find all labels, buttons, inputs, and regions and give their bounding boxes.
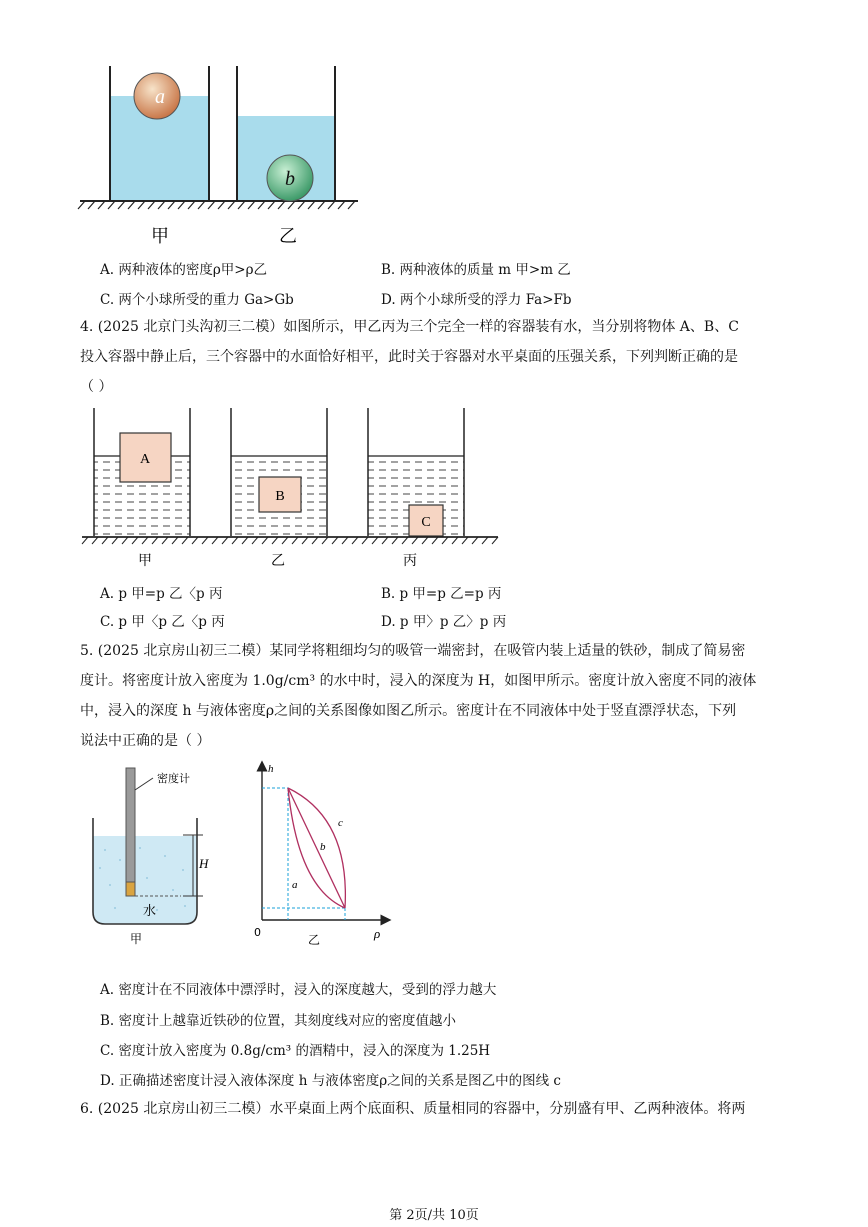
axis-rho-label: ρ: [374, 926, 381, 941]
q4-label-jia: 甲: [138, 553, 152, 569]
box-c-label: C: [421, 515, 431, 530]
ball-a-label: a: [155, 86, 165, 108]
curve-a-label: a: [292, 879, 298, 891]
page-footer: 第 2页/共 10页: [389, 1208, 479, 1223]
q3-label-right: 乙: [279, 226, 297, 247]
q3-option-c: C. 两个小球所受的重力 Ga>Gb: [100, 292, 294, 308]
q6-stem-line1: 6. (2025 北京房山初三二模）水平桌面上两个底面积、质量相同的容器中，分别盛有甲、乙两种液体。将两: [80, 1101, 746, 1117]
q5-stem-line4: 说法中正确的是（ ）: [80, 733, 211, 749]
curve-c-label: c: [338, 817, 343, 829]
q5-label-yi: 乙: [308, 933, 321, 947]
q4-stem: [80, 312, 792, 402]
q5-stem-line3: 中，浸入的深度 h 与液体密度ρ之间的关系图像如图乙所示。密度计在不同液体中处于竖直漂浮状态，下列: [80, 703, 737, 719]
q3-label-left: 甲: [151, 226, 169, 247]
box-b-label: B: [275, 489, 285, 504]
q4-stem-line1: 4. (2025 北京门头沟初三二模）如图所示，甲乙丙为三个完全一样的容器装有水，当分别将物体 A、B、C: [80, 319, 739, 335]
q4-label-bing: 丙: [403, 553, 417, 569]
q5-option-b: B. 密度计上越靠近铁砂的位置，其刻度线对应的密度值越小: [100, 1013, 457, 1029]
water-label: 水: [143, 904, 157, 919]
q5-option-a: A. 密度计在不同液体中漂浮时，浸入的深度越大，受到的浮力越大: [100, 982, 497, 998]
q5-figure-jia: [85, 760, 225, 950]
q3-option-a: A. 两种液体的密度ρ甲>ρ乙: [100, 262, 268, 278]
q5-stem-line1: 5. (2025 北京房山初三二模）某同学将粗细均匀的吸管一端密封，在吸管内装上适量的铁砂，制成了简易密: [80, 643, 746, 659]
q3-option-b: B. 两种液体的质量 m 甲>m 乙: [381, 262, 571, 278]
q4-stem-line2: 投入容器中静止后，三个容器中的水面恰好相平，此时关于容器对水平桌面的压强关系，下列判断正确的是: [80, 349, 738, 365]
q4-option-b: B. p 甲=p 乙=p 丙: [381, 586, 502, 602]
origin-label: 0: [254, 926, 261, 939]
q4-figure: [78, 402, 508, 574]
q3-option-d: D. 两个小球所受的浮力 Fa>Fb: [381, 292, 572, 308]
q3-figure: [75, 60, 365, 250]
axis-h-label: h: [268, 763, 274, 775]
q5-stem-line2: 度计。将密度计放入密度为 1.0g/cm³ 的水中时，浸入的深度为 H，如图甲所示。密度计放入密度不同的液体: [80, 673, 757, 689]
ball-b-label: b: [285, 168, 295, 190]
q4-label-yi: 乙: [271, 553, 285, 569]
hydrometer-label: 密度计: [157, 772, 190, 785]
box-a-label: A: [139, 452, 151, 467]
q6-stem: [80, 1094, 792, 1124]
q5-stem: [80, 636, 792, 756]
q4-stem-line3: （ ）: [80, 379, 113, 395]
q5-option-c: C. 密度计放入密度为 0.8g/cm³ 的酒精中，浸入的深度为 1.25H: [100, 1043, 491, 1059]
q4-option-c: C. p 甲〈p 乙〈p 丙: [100, 614, 225, 630]
curve-b-label: b: [320, 841, 326, 853]
q5-option-d: D. 正确描述密度计浸入液体深度 h 与液体密度ρ之间的关系是图乙中的图线 c: [100, 1073, 561, 1089]
q4-option-d: D. p 甲〉p 乙〉p 丙: [381, 614, 507, 630]
q4-option-a: A. p 甲=p 乙〈p 丙: [100, 586, 223, 602]
q5-figure-yi: [250, 758, 400, 950]
depth-H-label: H: [199, 856, 209, 871]
q5-label-jia: 甲: [130, 932, 143, 946]
